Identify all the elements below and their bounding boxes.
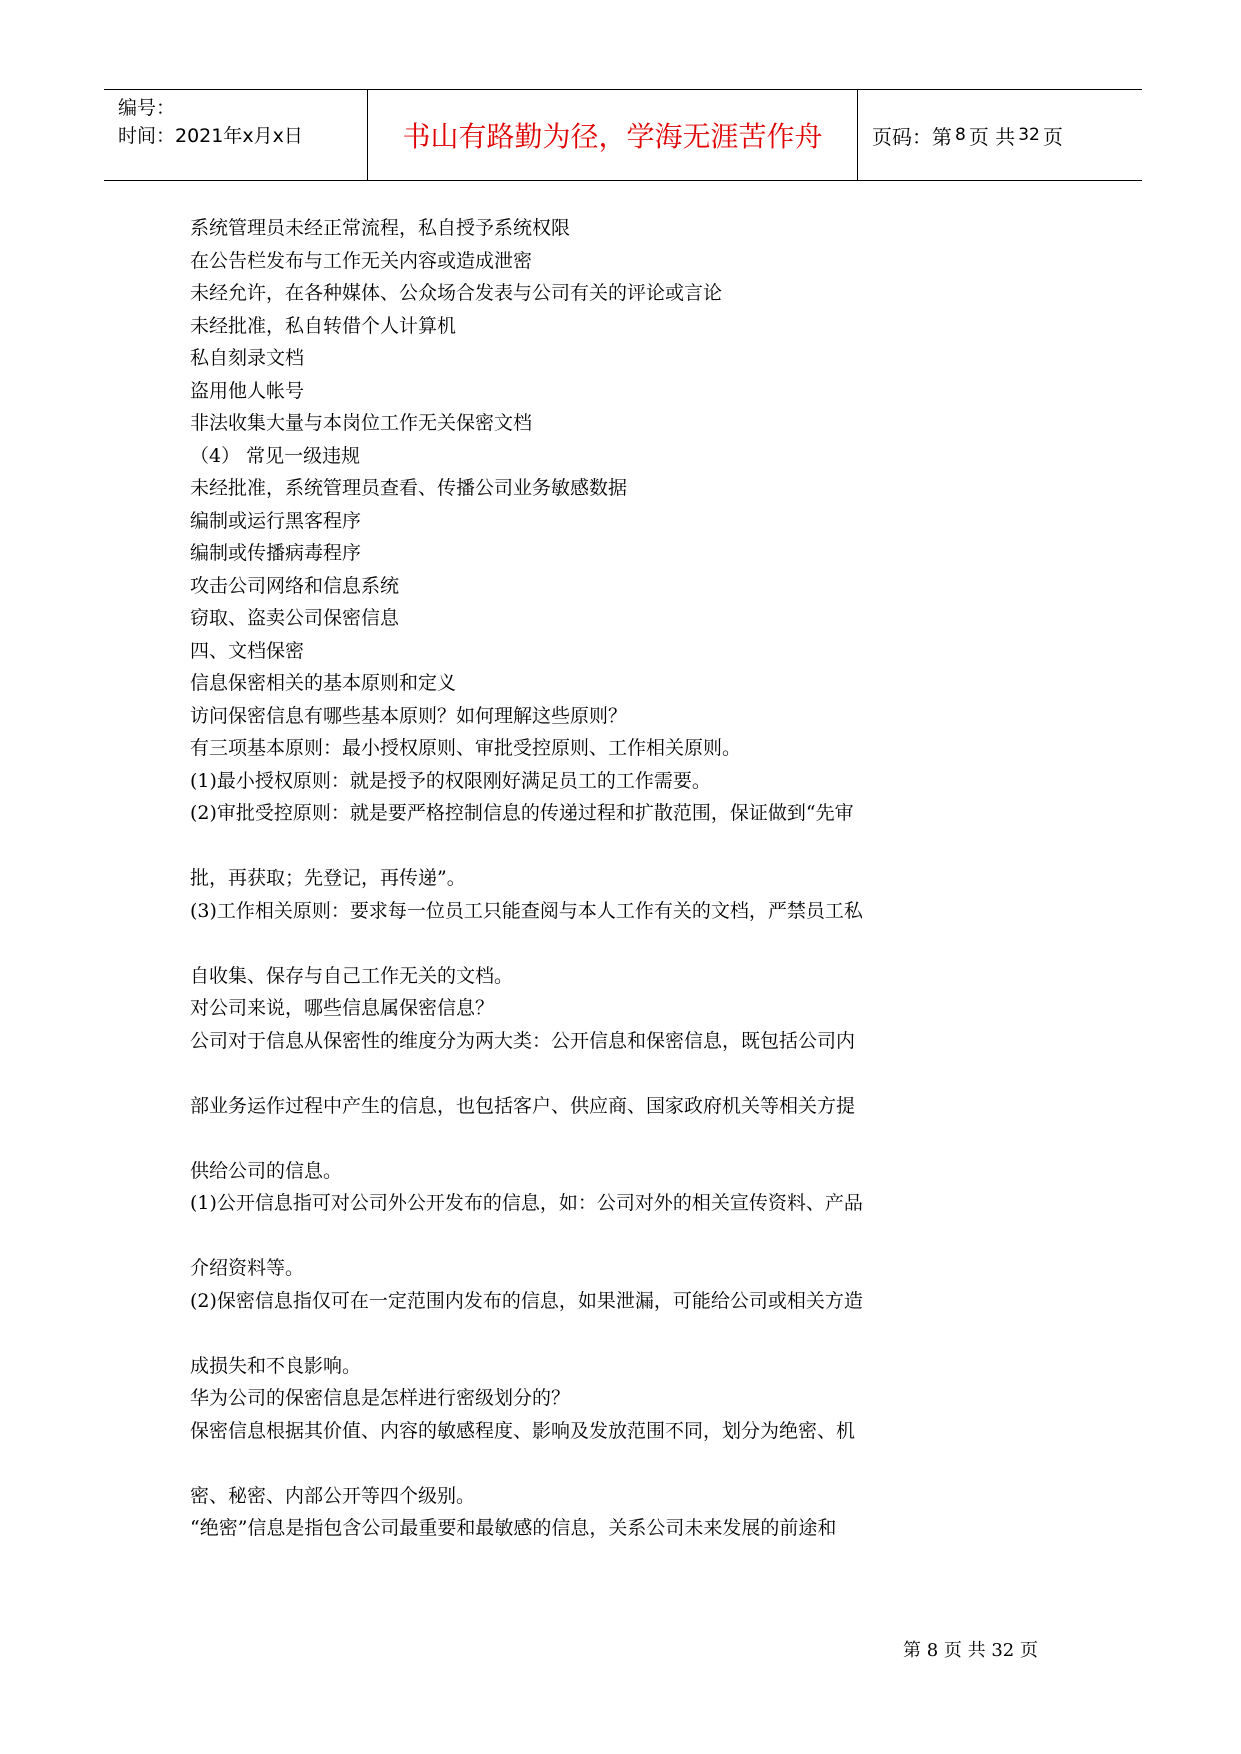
text-line: (3)工作相关原则：要求每一位员工只能查阅与本人工作有关的文档，严禁员工私 [190,899,863,922]
page-prefix: 页码：第 [872,124,952,149]
text-line: “绝密”信息是指包含公司最重要和最敏感的信息，关系公司未来发展的前途和 [190,1517,837,1539]
text-line: (2)保密信息指仅可在一定范围内发布的信息，如果泄漏，可能给公司或相关方造 [190,1289,863,1312]
page-mid: 页 共 [968,124,1016,149]
text-line: 访问保密信息有哪些基本原则？如何理解这些原则？ [190,704,628,727]
blank-line [190,830,970,863]
text-line: （4） 常见一级违规 [190,444,361,467]
blank-line [190,1057,970,1090]
text-line: 窃取、盗卖公司保密信息 [190,607,400,629]
blank-line [190,927,970,960]
text-line: 未经允许，在各种媒体、公众场合发表与公司有关的评论或言论 [190,282,723,304]
text-line: 对公司来说，哪些信息属保密信息？ [190,997,495,1019]
text-line: 攻击公司网络和信息系统 [190,574,400,597]
text-line: 密、秘密、内部公开等四个级别。 [190,1484,476,1507]
text-line: 私自刻录文档 [190,347,305,369]
blank-line [190,1447,970,1480]
text-line: 系统管理员未经正常流程，私自授予系统权限 [190,217,571,239]
text-line: 保密信息根据其价值、内容的敏感程度、影响及发放范围不同，划分为绝密、机 [190,1419,856,1442]
text-line: 自收集、保存与自己工作无关的文档。 [190,964,514,987]
text-line: 盗用他人帐号 [190,379,305,402]
text-line: 有三项基本原则：最小授权原则、审批受控原则、工作相关原则。 [190,737,742,759]
document-time-label: 时间：2021年x月x日 [118,125,303,147]
page-total: 32 [1018,125,1040,145]
page-suffix: 页 [1042,124,1063,149]
document-number-label: 编号： [118,97,176,119]
text-line: (2)审批受控原则：就是要严格控制信息的传递过程和扩散范围，保证做到“先审 [190,802,854,824]
page-footer: 第 8 页 共 32 页 [903,1640,1038,1661]
blank-line [190,1122,970,1155]
text-line: 部业务运作过程中产生的信息，也包括客户、供应商、国家政府机关等相关方提 [190,1094,856,1117]
text-line: 批，再获取；先登记，再传递”。 [190,867,466,889]
text-line: (1)最小授权原则：就是授予的权限刚好满足员工的工作需要。 [190,769,711,792]
blank-line [190,1220,970,1253]
text-line: 信息保密相关的基本原则和定义 [190,672,457,694]
text-line: 成损失和不良影响。 [190,1354,362,1377]
text-line: 非法收集大量与本岗位工作无关保密文档 [190,412,533,434]
text-line: (1)公开信息指可对公司外公开发布的信息，如：公司对外的相关宣传资料、产品 [190,1192,863,1214]
header-meta [104,90,368,180]
text-line: 编制或运行黑客程序 [190,509,362,532]
header-page-indicator [858,90,1142,180]
text-line: 未经批准，私自转借个人计算机 [190,314,457,337]
blank-line [190,1317,970,1350]
text-line: 四、文档保密 [190,639,305,662]
text-line: 在公告栏发布与工作无关内容或造成泄密 [190,249,533,272]
document-body [190,212,970,1545]
page-number: 8 [955,125,966,145]
text-line: 供给公司的信息。 [190,1159,343,1182]
header-motto: 书山有路勤为径，学海无涯苦作舟 [368,90,858,180]
page-header [104,89,1142,181]
text-line: 华为公司的保密信息是怎样进行密级划分的？ [190,1387,571,1409]
text-line: 编制或传播病毒程序 [190,542,362,564]
text-line: 未经批准，系统管理员查看、传播公司业务敏感数据 [190,477,628,499]
text-line: 介绍资料等。 [190,1257,305,1279]
text-line: 公司对于信息从保密性的维度分为两大类：公开信息和保密信息，既包括公司内 [190,1029,856,1052]
